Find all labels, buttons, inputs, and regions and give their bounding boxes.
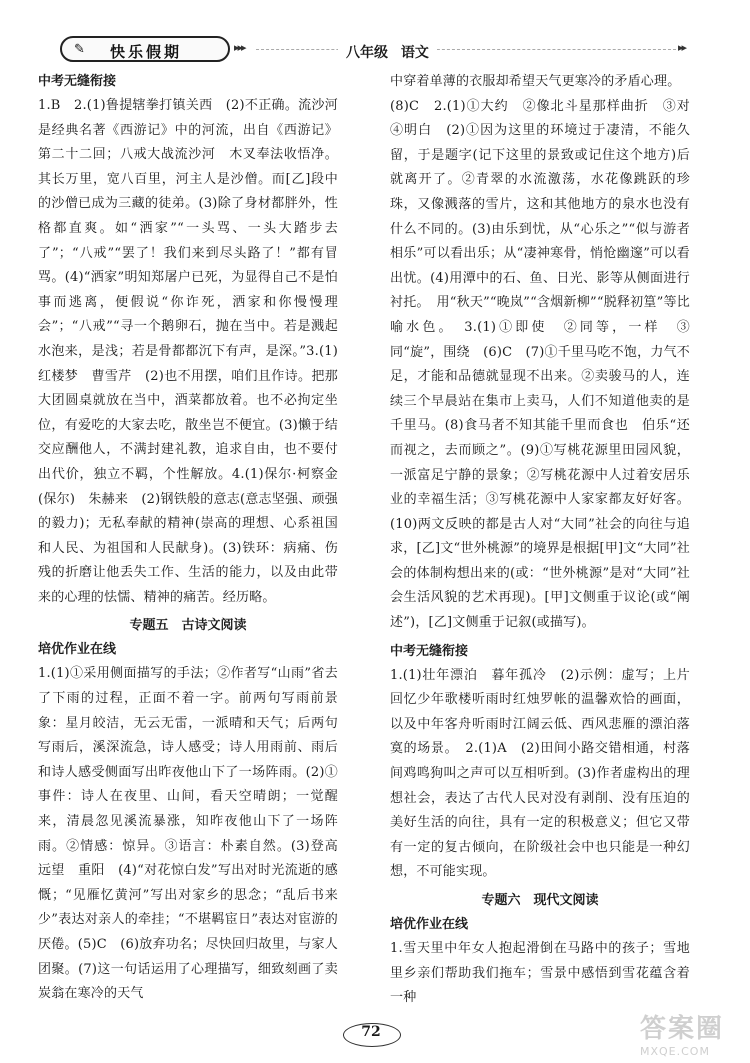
answer-paragraph: 中穿着单薄的衣服却希望天气更寒冷的矛盾心理。	[390, 74, 681, 89]
topic-heading: 专题五 古诗文阅读	[129, 618, 247, 634]
page-header	[38, 34, 714, 64]
page-number	[349, 1021, 393, 1047]
page-number-text: 72	[361, 1024, 381, 1040]
logo-text: 快乐假期	[110, 43, 183, 61]
book-logo	[60, 36, 230, 62]
grade-subject: 八年级 语文	[338, 42, 437, 62]
answer-paragraph: (8)C 2.(1)①大约 ②像北斗星那样曲折 ③对 ④明白 (2)①因为这里的环境过于凄清，不能久留，于是题字(记下这里的景致或记住这个地方)后就离开了。②青翠的水流激荡，水花像跳跃的珍珠，又像溅落的雪片，这和其他地方的泉水也没有什么不同的。(3)由乐到忧，从“心乐之”“似与游者相乐”可以看出乐；从“凄神寒骨，悄怆幽邃”可以看出忧。(4)用潭中的石、鱼、日光、影等从侧面进行衬托。 用“秋天”“晚岚”“含烟新柳”“脱释初篁”等比喻水色。 3.(1)①即使 ②同等，一样 ③同“旋”，围绕 (6)C (7)①千里马吃不饱，力气不足，才能和品德就显现不出来。②卖骏马的人，连续三个早晨站在集市上卖马，人们不知道他卖的是千里马。(8)食马者不知其能千里而食也 伯乐“还而视之，去而顾之”。(9)①写桃花源里田园风貌，一派富足宁静的景象；②写桃花源中人过着安居乐业的幸福生活；③写桃花源中人家家都友好好客。(10)两文反映的都是古人对“大同”社会的向往与追求，[乙]文“世外桃源”的境界是根据[甲]文“大同”社会的体制构想出来的(或：“世外桃源”是对“大同”社会生活风貌的艺术再现)。[甲]文侧重于议论(或“阐述”)，[乙]文侧重于记叙(或描写)。	[390, 98, 704, 631]
watermark-title: 答案圈	[640, 1014, 725, 1044]
topic-heading: 专题六 现代文阅读	[481, 893, 599, 908]
section-heading: 中考无缝衔接	[38, 74, 117, 89]
watermark-url: MXQE.COM	[640, 1045, 710, 1058]
watermark	[640, 1008, 736, 1056]
arrows-left-icon: ▸▸▸	[234, 41, 245, 54]
answer-paragraph: 1.(1)壮年漂泊 暮年孤冷 (2)示例：虚写；上片回忆少年歌楼听雨时红烛罗帐的温馨欢恰的画面，以及中年客舟听雨时江阔云低、西风悲雁的漂泊落寞的场景。 2.(1)A (2)田间小路交错相通，村落间鸡鸣狗叫之声可以互相听到。(3)作者虚构出的理想社会，表达了古代人民对没有剥削、没有压迫的美好生活的向往，具有一定的积极意义；但它又带有一定的复古倾向，在阶级社会中也只能是一种幻想，不可能实现。	[390, 667, 690, 880]
logo-icon: ✎	[74, 42, 85, 57]
answer-paragraph: 1.(1)①采用侧面描写的手法；②作者写“山雨”省去了下雨的过程，正面不着一字。前两句写雨前景象：星月皎洁，无云无雷，一派晴和天气；后两句写雨后，溪深流急，诗人感受；诗人用雨前、雨后和诗人感受侧面写出昨夜他山下了一场阵雨。(2)①事件：诗人在夜里、山间，看天空晴朗；一觉醒来，清晨忽见溪流暴涨，知昨夜他山下了一场阵雨。②情感：惊异。③语言：朴素自然。(3)登高 远望 重阳 (4)“对花惊白发”写出对时光流逝的感慨；“见雁忆黄河”写出对家乡的思念；“乱后书来少”表达对亲人的牵挂；“不堪羁宦日”表达对宦游的厌倦。(5)C (6)放弃功名；尽快回归故里，与家人团聚。(7)这一句话运用了心理描写，细致刻画了卖炭翁在寒冷的天气	[38, 666, 352, 1002]
right-column	[390, 70, 704, 1011]
section-heading: 培优作业在线	[38, 642, 117, 658]
arrows-right-icon: ▸▸	[678, 41, 686, 54]
left-column	[38, 70, 352, 1007]
answer-paragraph: 1.雪天里中年女人抱起滑倒在马路中的孩子；雪地里乡亲们帮助我们拖车；雪景中感悟到雪花蕴含着一种	[390, 941, 690, 1006]
section-heading: 培优作业在线	[390, 917, 469, 932]
header-divider	[256, 49, 676, 50]
answer-paragraph: 1.B 2.(1)鲁提辖拳打镇关西 (2)不正确。流沙河是经典名著《西游记》中的河流，出自《西游记》第二十二回；八戒大战流沙河 木叉奉法收悟净。其长万里，宽八百里，河主人是沙僧。而[乙]段中的沙僧已成为三藏的徒弟。(3)除了身材都胖外，性格都直爽。如“洒家”“一头骂、一头大踏步去了”；“八戒”“罢了！我们来到尽头路了！”都有冒骂。(4)“洒家”明知郑屠户已死，为显得自己不是怕事而逃离，便假说“你诈死，洒家和你慢慢理会”；“八戒”“寻一个鹅卵石，抛在当中。若是溅起水泡来，是浅；若是骨都都沉下有声，是深。”3.(1)红楼梦 曹雪芹 (2)也不用摆，咱们且作诗。把那大团圆桌就放在当中，酒菜都放着。也不必拘定坐位，有爱吃的大家去吃，散坐岂不便宜。(3)懒于结交应酬他人，不满封建礼教，追求自由，也不要付出代价，独立不羁，个性解放。4.(1)保尔·柯察金(保尔) 朱赫来 (2)钢铁般的意志(意志坚强、顽强的毅力)；无私奉献的精神(崇高的理想、心系祖国和人民、为祖国和人民献身)。(3)铁环：病痛、伤残的折磨让他丢失工作、生活的能力，以及由此带来的心理的怯懦、精神的痛苦。经历略。	[38, 98, 338, 605]
section-heading: 中考无缝衔接	[390, 643, 469, 659]
